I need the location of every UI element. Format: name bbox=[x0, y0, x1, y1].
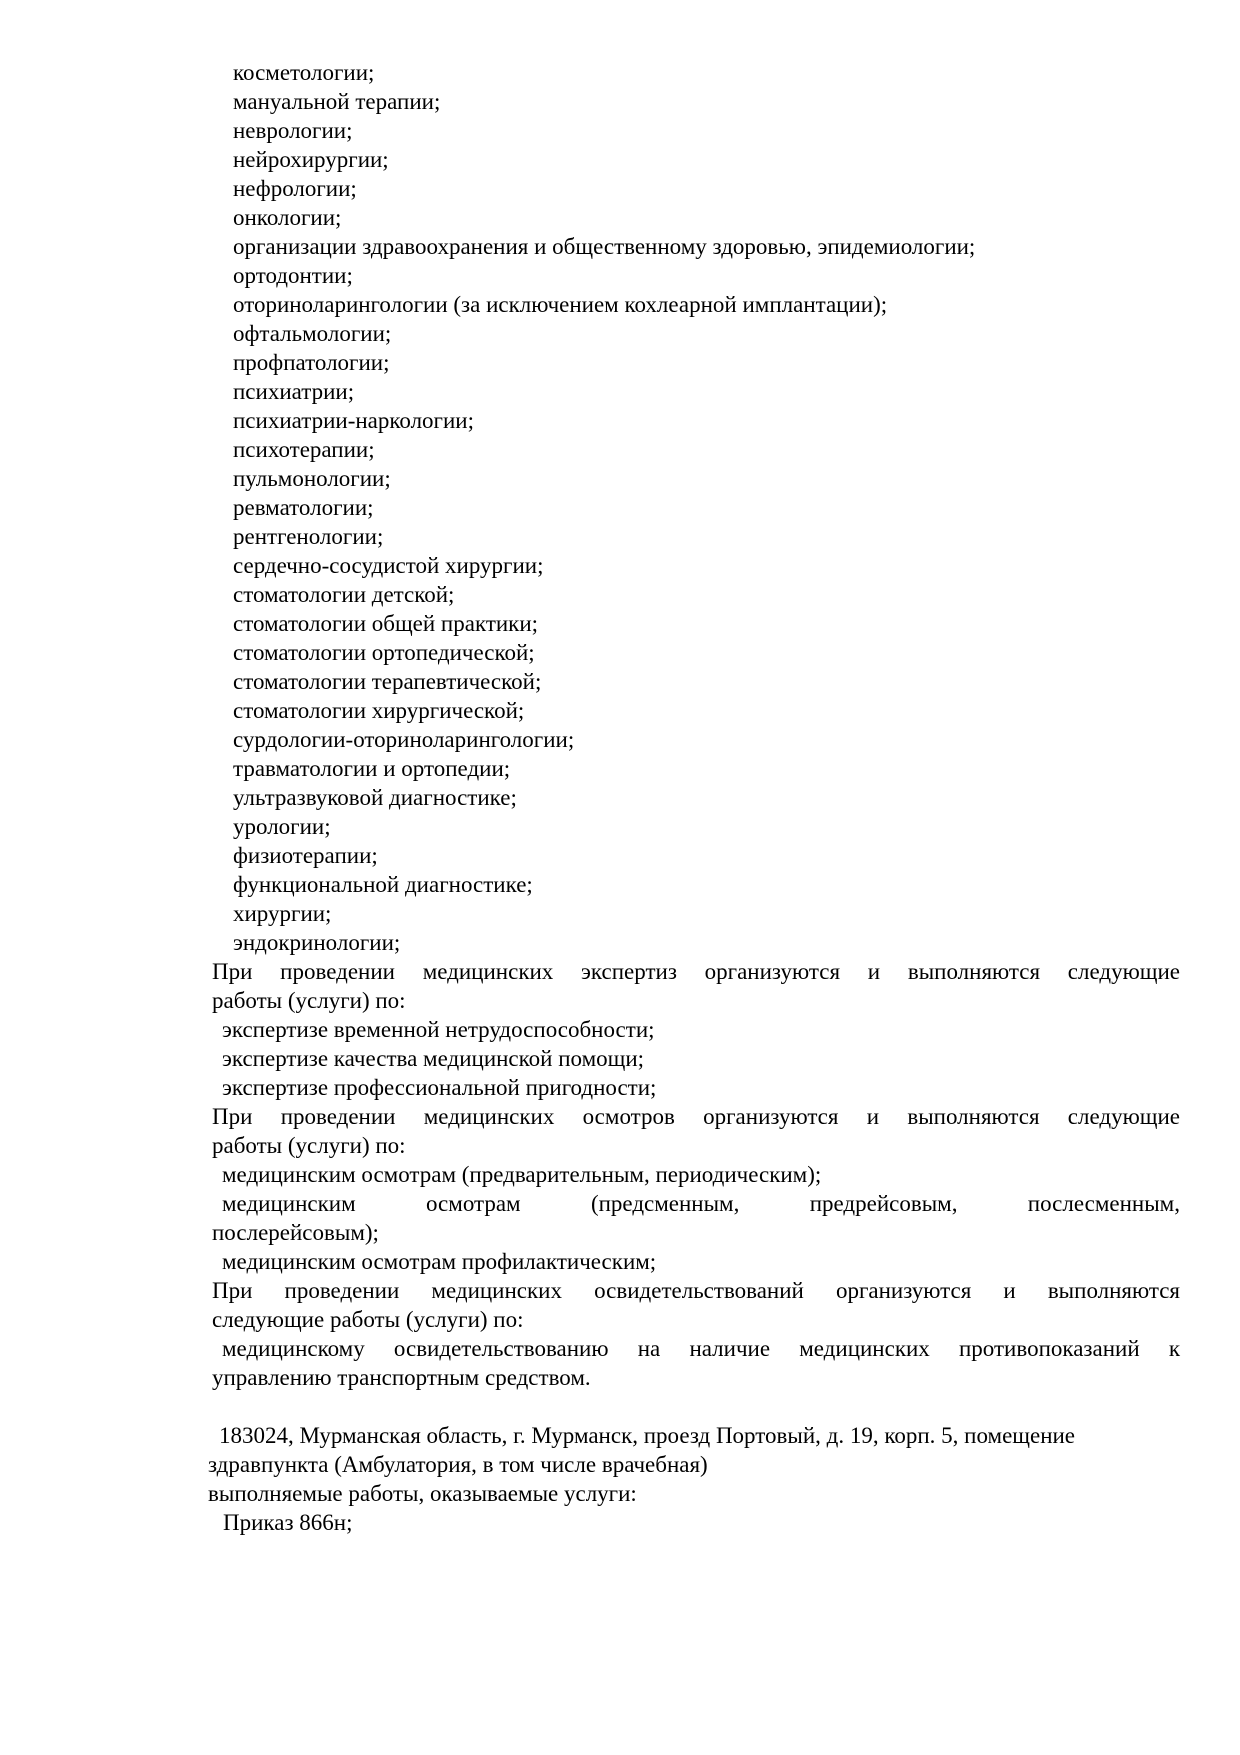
text-line: выполняемые работы, оказываемые услуги: bbox=[208, 1481, 637, 1506]
text-line: При проведении медицинских осмотров организуются и выполняются следующие bbox=[212, 1104, 1180, 1129]
text-line: медицинским осмотрам (предсменным, предрейсовым, послесменным, bbox=[222, 1191, 1180, 1216]
text-line: экспертизе качества медицинской помощи; bbox=[222, 1046, 645, 1071]
specialty-item: офтальмологии; bbox=[233, 321, 392, 346]
order-item-block bbox=[208, 1508, 1180, 1537]
sub-item-block bbox=[208, 1334, 1180, 1392]
paragraph-block bbox=[208, 1276, 1180, 1334]
text-line: работы (услуги) по: bbox=[212, 988, 406, 1013]
sub-item-block bbox=[208, 1160, 1180, 1189]
specialty-item: оториноларингологии (за исключением кохлеарной имплантации); bbox=[233, 292, 888, 317]
text-line: Приказ 866н; bbox=[223, 1510, 353, 1535]
specialty-item: сердечно-сосудистой хирургии; bbox=[233, 553, 544, 578]
specialty-item: профпатологии; bbox=[233, 350, 390, 375]
specialty-item: хирургии; bbox=[233, 901, 332, 926]
specialty-item: ортодонтии; bbox=[233, 263, 353, 288]
text-line: экспертизе временной нетрудоспособности; bbox=[222, 1017, 655, 1042]
document-content bbox=[208, 58, 1180, 1537]
specialty-item: стоматологии хирургической; bbox=[233, 698, 525, 723]
text-line: медицинскому освидетельствованию на наличие медицинских противопоказаний к bbox=[222, 1336, 1180, 1361]
specialty-item: нефрологии; bbox=[233, 176, 357, 201]
specialty-item: пульмонологии; bbox=[233, 466, 391, 491]
specialty-item: ультразвуковой диагностике; bbox=[233, 785, 517, 810]
specialty-item: психиатрии; bbox=[233, 379, 355, 404]
sub-item-block bbox=[208, 1247, 1180, 1276]
specialty-item: эндокринологии; bbox=[233, 930, 401, 955]
paragraph-block bbox=[208, 957, 1180, 1015]
text-line: послерейсовым); bbox=[212, 1220, 379, 1245]
sub-item-block bbox=[208, 1189, 1180, 1247]
specialty-item: функциональной диагностике; bbox=[233, 872, 533, 897]
specialties-list bbox=[208, 58, 1180, 957]
specialty-item: стоматологии ортопедической; bbox=[233, 640, 535, 665]
specialty-item: физиотерапии; bbox=[233, 843, 378, 868]
sub-item-block bbox=[208, 1044, 1180, 1073]
specialty-item: урологии; bbox=[233, 814, 331, 839]
sub-item-block bbox=[208, 1015, 1180, 1044]
specialty-item: нейрохирургии; bbox=[233, 147, 389, 172]
specialty-item: стоматологии общей практики; bbox=[233, 611, 539, 636]
services-label-block bbox=[208, 1479, 1180, 1508]
text-line: 183024, Мурманская область, г. Мурманск, проезд Портовый, д. 19, корп. 5, помещение bbox=[219, 1423, 1076, 1448]
specialty-item: психиатрии-наркологии; bbox=[233, 408, 474, 433]
text-line: следующие работы (услуги) по: bbox=[212, 1307, 524, 1332]
specialty-item: сурдологии-оториноларингологии; bbox=[233, 727, 575, 752]
sub-item-block bbox=[208, 1073, 1180, 1102]
text-line: здравпункта (Амбулатория, в том числе врачебная) bbox=[208, 1452, 708, 1477]
text-line: работы (услуги) по: bbox=[212, 1133, 406, 1158]
specialty-item: неврологии; bbox=[233, 118, 353, 143]
specialty-item: онкологии; bbox=[233, 205, 342, 230]
text-line: экспертизе профессиональной пригодности; bbox=[222, 1075, 657, 1100]
address-section bbox=[208, 1421, 1180, 1537]
works-services-section bbox=[208, 957, 1180, 1392]
specialty-item: стоматологии детской; bbox=[233, 582, 455, 607]
text-line: При проведении медицинских экспертиз организуются и выполняются следующие bbox=[212, 959, 1180, 984]
specialty-item: мануальной терапии; bbox=[233, 89, 441, 114]
specialty-item: косметологии; bbox=[233, 60, 375, 85]
specialty-item: травматологии и ортопедии; bbox=[233, 756, 511, 781]
address-block bbox=[208, 1421, 1180, 1479]
text-line: При проведении медицинских освидетельствований организуются и выполняются bbox=[212, 1278, 1180, 1303]
specialty-item: психотерапии; bbox=[233, 437, 375, 462]
text-line: медицинским осмотрам профилактическим; bbox=[222, 1249, 657, 1274]
specialty-item: стоматологии терапевтической; bbox=[233, 669, 542, 694]
specialty-item: ревматологии; bbox=[233, 495, 374, 520]
text-line: управлению транспортным средством. bbox=[212, 1365, 591, 1390]
paragraph-block bbox=[208, 1102, 1180, 1160]
specialty-item: организации здравоохранения и общественному здоровью, эпидемиологии; bbox=[233, 234, 976, 259]
text-line: медицинским осмотрам (предварительным, периодическим); bbox=[222, 1162, 822, 1187]
specialty-item: рентгенологии; bbox=[233, 524, 384, 549]
